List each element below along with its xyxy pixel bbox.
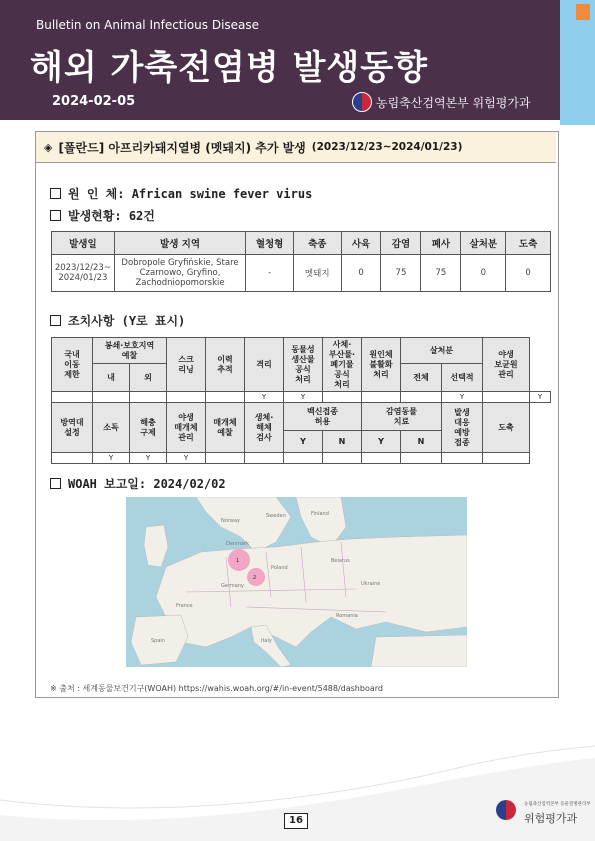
table-cell — [245, 453, 284, 464]
agency-logo-icon — [352, 92, 372, 112]
col-header: 스크 리닝 — [167, 338, 206, 392]
country-label: Ukraine — [361, 581, 381, 587]
col-header: 격리 — [245, 338, 284, 392]
table-cell: 75 — [421, 255, 461, 292]
table-row — [52, 392, 551, 403]
cause-line: 원 인 체 : African swine fever virus — [50, 185, 312, 202]
table-cell — [362, 453, 401, 464]
col-header: 야생 보균원 관리 — [483, 338, 530, 392]
bulletin-label: Bulletin on Animal Infectious Disease — [36, 18, 260, 32]
woah-label: WOAH 보고일: — [68, 477, 147, 491]
source-footnote: ※ 출처 : 세계동물보건기구(WOAH) https://wahis.woah.org/#/in-event/5488/dashboard — [50, 684, 383, 693]
table-cell: Y — [284, 392, 323, 403]
section-title-bar — [36, 132, 556, 163]
measures-label: 조치사항 (Y로 표시) — [68, 314, 186, 328]
col-header: 사체· 부산물· 폐기물 공식 처리 — [323, 338, 362, 392]
col-header: 이력 추적 — [206, 338, 245, 392]
table-cell: Dobropole Gryfińskie, Stare Czarnowo, Gryfino, Zachodniopomorskie — [114, 255, 246, 292]
col-header: 발생 지역 — [114, 232, 246, 255]
col-header: 방역대 설정 — [52, 403, 93, 453]
col-header: 살처분 — [401, 338, 483, 364]
status-line: 발생현황 : 62건 — [50, 207, 155, 224]
col-header: 해충 구제 — [130, 403, 167, 453]
outbreak-table — [51, 231, 551, 292]
table-cell — [206, 392, 245, 403]
country-label: Germany — [221, 583, 244, 589]
footer-dept: 위험평가과 — [524, 812, 578, 825]
col-header: 감염동물 치료 — [362, 403, 442, 431]
table-header-row — [52, 232, 551, 255]
publish-date: 2024-02-05 — [52, 94, 136, 109]
cause-label: 원 인 체 — [68, 187, 118, 201]
table-cell — [52, 453, 93, 464]
table-cell — [483, 392, 530, 403]
table-row — [52, 255, 551, 292]
col-header: N — [401, 431, 442, 453]
country-label: Romania — [336, 613, 358, 619]
country-label: Denmark — [226, 541, 249, 547]
col-header: 소독 — [93, 403, 130, 453]
checkbox-square-icon — [50, 478, 61, 489]
table-row — [52, 453, 551, 464]
col-header: 동물성 생산물 공식 처리 — [284, 338, 323, 392]
col-header: 봉쇄·보호지역 예찰 — [93, 338, 167, 364]
table-cell — [323, 453, 362, 464]
map-svg — [126, 497, 467, 667]
agency-block — [352, 91, 554, 113]
col-header: 생체· 해체 검사 — [245, 403, 284, 453]
table-cell — [362, 392, 401, 403]
col-header: 야생 매개체 관리 — [167, 403, 206, 453]
checkbox-square-icon — [50, 188, 61, 199]
table-cell: 멧돼지 — [293, 255, 341, 292]
col-header: 감염 — [381, 232, 421, 255]
checkbox-square-icon — [50, 210, 61, 221]
table-cell: Y — [93, 453, 130, 464]
table-cell — [206, 453, 245, 464]
col-header: 발생일 — [52, 232, 115, 255]
table-cell: 75 — [381, 255, 421, 292]
decorative-orange-square — [576, 4, 590, 20]
page-title: 해외 가축전염병 발생동향 — [30, 48, 428, 88]
country-label: Sweden — [266, 513, 286, 519]
col-header: 내 — [93, 364, 130, 392]
col-header: 살처분 — [461, 232, 506, 255]
woah-line — [50, 475, 226, 492]
status-value: 62건 — [128, 209, 155, 223]
table-cell: 0 — [461, 255, 506, 292]
footer-logo-icon — [496, 800, 516, 820]
col-header: 축종 — [293, 232, 341, 255]
col-header: Y — [362, 431, 401, 453]
col-header: Y — [284, 431, 323, 453]
table-cell: - — [246, 255, 294, 292]
table-cell — [93, 392, 130, 403]
status-label: 발생현황 — [68, 209, 115, 223]
country-label: France — [176, 603, 193, 609]
col-header: 혈청형 — [246, 232, 294, 255]
table-cell — [284, 453, 323, 464]
col-header: 매개체 예찰 — [206, 403, 245, 453]
table-cell — [442, 453, 483, 464]
diamond-icon: ◈ — [44, 140, 53, 154]
table-cell: Y — [442, 392, 483, 403]
table-cell: Y — [167, 453, 206, 464]
measures-table — [51, 337, 551, 464]
country-label: Belarus — [331, 558, 350, 564]
table-cell — [52, 392, 93, 403]
footer-org: 농림축산검역본부 동물질병관리부 — [524, 802, 591, 807]
col-header: 도축 — [506, 232, 551, 255]
outbreak-map — [126, 497, 467, 667]
table-cell: Y — [530, 392, 551, 403]
country-label: Italy — [261, 638, 272, 644]
col-header: N — [323, 431, 362, 453]
marker-label: 2 — [253, 575, 257, 581]
country-label: Finland — [311, 511, 329, 517]
table-cell: Y — [130, 453, 167, 464]
col-header: 전체 — [401, 364, 442, 392]
agency-name: 농림축산검역본부 위험평가과 — [376, 95, 531, 110]
measures-line — [50, 312, 185, 329]
table-cell — [130, 392, 167, 403]
land-continent — [156, 535, 467, 647]
table-cell: 0 — [506, 255, 551, 292]
col-header: 백신접종 허용 — [284, 403, 362, 431]
table-header-row — [52, 403, 551, 431]
col-header: 국내 이동 제한 — [52, 338, 93, 392]
table-cell — [323, 392, 362, 403]
country-label: Spain — [151, 638, 165, 644]
table-cell — [483, 453, 530, 464]
table-cell: Y — [245, 392, 284, 403]
table-cell: 0 — [341, 255, 381, 292]
col-header: 사육 — [341, 232, 381, 255]
marker-label: 1 — [236, 558, 240, 564]
cause-value: African swine fever virus — [131, 186, 313, 201]
table-cell — [401, 392, 442, 403]
page-number: 16 — [284, 813, 308, 829]
section-title: [폴란드] 아프리카돼지열병 (멧돼지) 추가 발생 — [58, 140, 306, 155]
country-label: Poland — [271, 565, 288, 571]
table-cell: 2023/12/23~ 2024/01/23 — [52, 255, 115, 292]
col-header: 도축 — [483, 403, 530, 453]
table-cell — [167, 392, 206, 403]
land-turkey — [371, 635, 467, 667]
table-header-row — [52, 338, 551, 364]
table-cell — [401, 453, 442, 464]
col-header: 선택적 — [442, 364, 483, 392]
section-date-range: (2023/12/23~2024/01/23) — [311, 141, 463, 153]
woah-date: 2024/02/02 — [153, 476, 226, 491]
col-header: 폐사 — [421, 232, 461, 255]
col-header: 발생 대응 예방 접종 — [442, 403, 483, 453]
checkbox-square-icon — [50, 315, 61, 326]
col-header: 원인체 불활화 처리 — [362, 338, 401, 392]
country-label: Norway — [221, 518, 240, 524]
col-header: 외 — [130, 364, 167, 392]
